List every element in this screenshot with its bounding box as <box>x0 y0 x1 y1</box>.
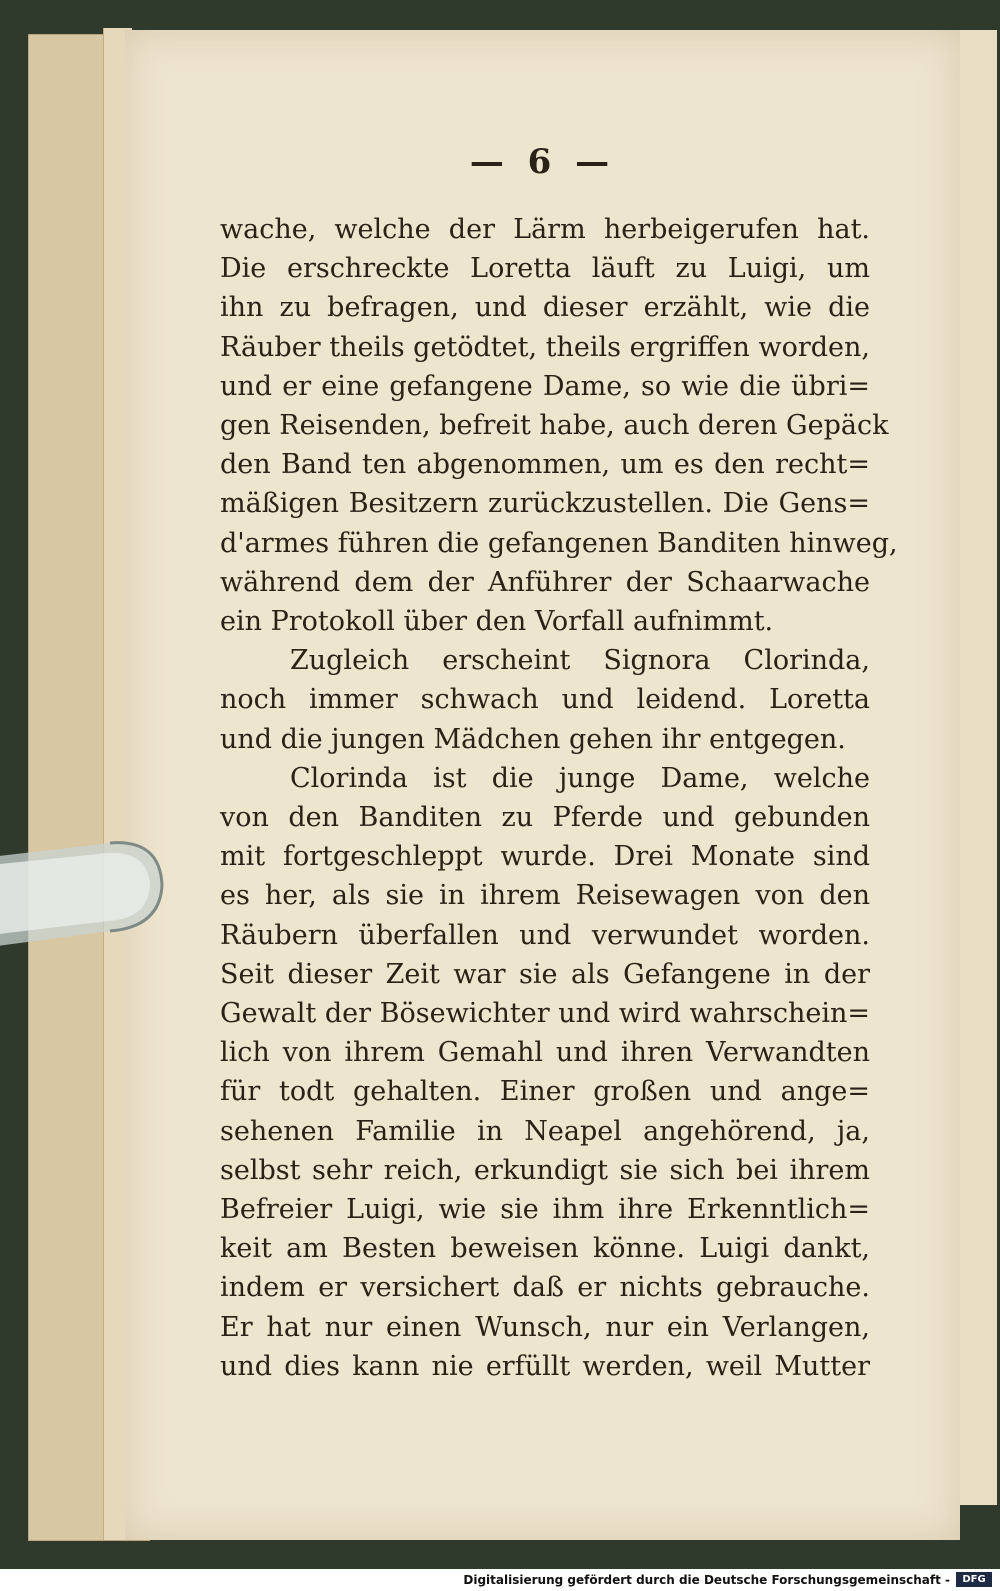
text-line: es her, als sie in ihrem Reisewagen von den <box>220 880 870 912</box>
text-line: Die erschreckte Loretta läuft zu Luigi, um <box>220 253 870 285</box>
text-line: und dies kann nie erfüllt werden, weil Mutter <box>220 1350 870 1382</box>
book-page <box>125 30 960 1540</box>
text-line: sehenen Familie in Neapel angehörend, ja, <box>220 1115 870 1147</box>
text-line: indem er versichert daß er nichts gebrauche. <box>220 1272 870 1304</box>
text-line: für todt gehalten. Einer großen und ange= <box>220 1076 870 1108</box>
text-line: Gewalt der Bösewichter und wird wahrschein= <box>220 998 870 1030</box>
text-line: und er eine gefangene Dame, so wie die übri= <box>220 370 870 402</box>
text-line: Clorinda ist die junge Dame, welche <box>290 762 870 794</box>
text-line: d'armes führen die gefangenen Banditen hinweg, <box>220 527 898 559</box>
text-line: Seit dieser Zeit war sie als Gefangene in der <box>220 958 870 990</box>
digitization-footer <box>0 1569 1000 1591</box>
text-line: mäßigen Besitzern zurückzustellen. Die Gens= <box>220 488 870 520</box>
facing-page-edge <box>955 30 997 1505</box>
text-line: selbst sehr reich, erkundigt sie sich bei ihrem <box>220 1154 870 1186</box>
text-line: den Band ten abgenommen, um es den recht= <box>220 449 870 481</box>
text-line: noch immer schwach und leidend. Loretta <box>220 684 870 716</box>
credit-text: Digitalisierung gefördert durch die Deutsche Forschungsgemeinschaft - <box>463 1573 950 1587</box>
text-line: ihn zu befragen, und dieser erzählt, wie die <box>220 292 870 324</box>
text-line: wache, welche der Lärm herbeigerufen hat. <box>220 214 870 245</box>
text-line: während dem der Anführer der Schaarwache <box>220 566 870 598</box>
page-body <box>220 210 898 1386</box>
page-number: — 6 — <box>469 142 616 182</box>
text-line: mit fortgeschleppt wurde. Drei Monate sind <box>220 841 870 873</box>
text-line: und die jungen Mädchen gehen ihr entgegen. <box>220 723 846 755</box>
text-line: Räubern überfallen und verwundet worden. <box>220 919 870 951</box>
dfg-logo: DFG <box>956 1572 992 1587</box>
text-line: Er hat nur einen Wunsch, nur ein Verlangen, <box>220 1311 870 1343</box>
text-line: von den Banditen zu Pferde und gebunden <box>220 802 870 834</box>
text-line: keit am Besten beweisen könne. Luigi dankt, <box>220 1233 870 1265</box>
text-line: ein Protokoll über den Vorfall aufnimmt. <box>220 606 774 638</box>
glass-page-holder <box>0 835 170 955</box>
text-line: Befreier Luigi, wie sie ihm ihre Erkenntlich= <box>220 1194 870 1226</box>
text-line: Räuber theils getödtet, theils ergriffen worden, <box>220 331 870 363</box>
text-line: gen Reisenden, befreit habe, auch deren Gepäck <box>220 410 889 442</box>
text-line: lich von ihrem Gemahl und ihren Verwandten <box>220 1037 870 1069</box>
text-line: Zugleich erscheint Signora Clorinda, <box>290 645 870 677</box>
